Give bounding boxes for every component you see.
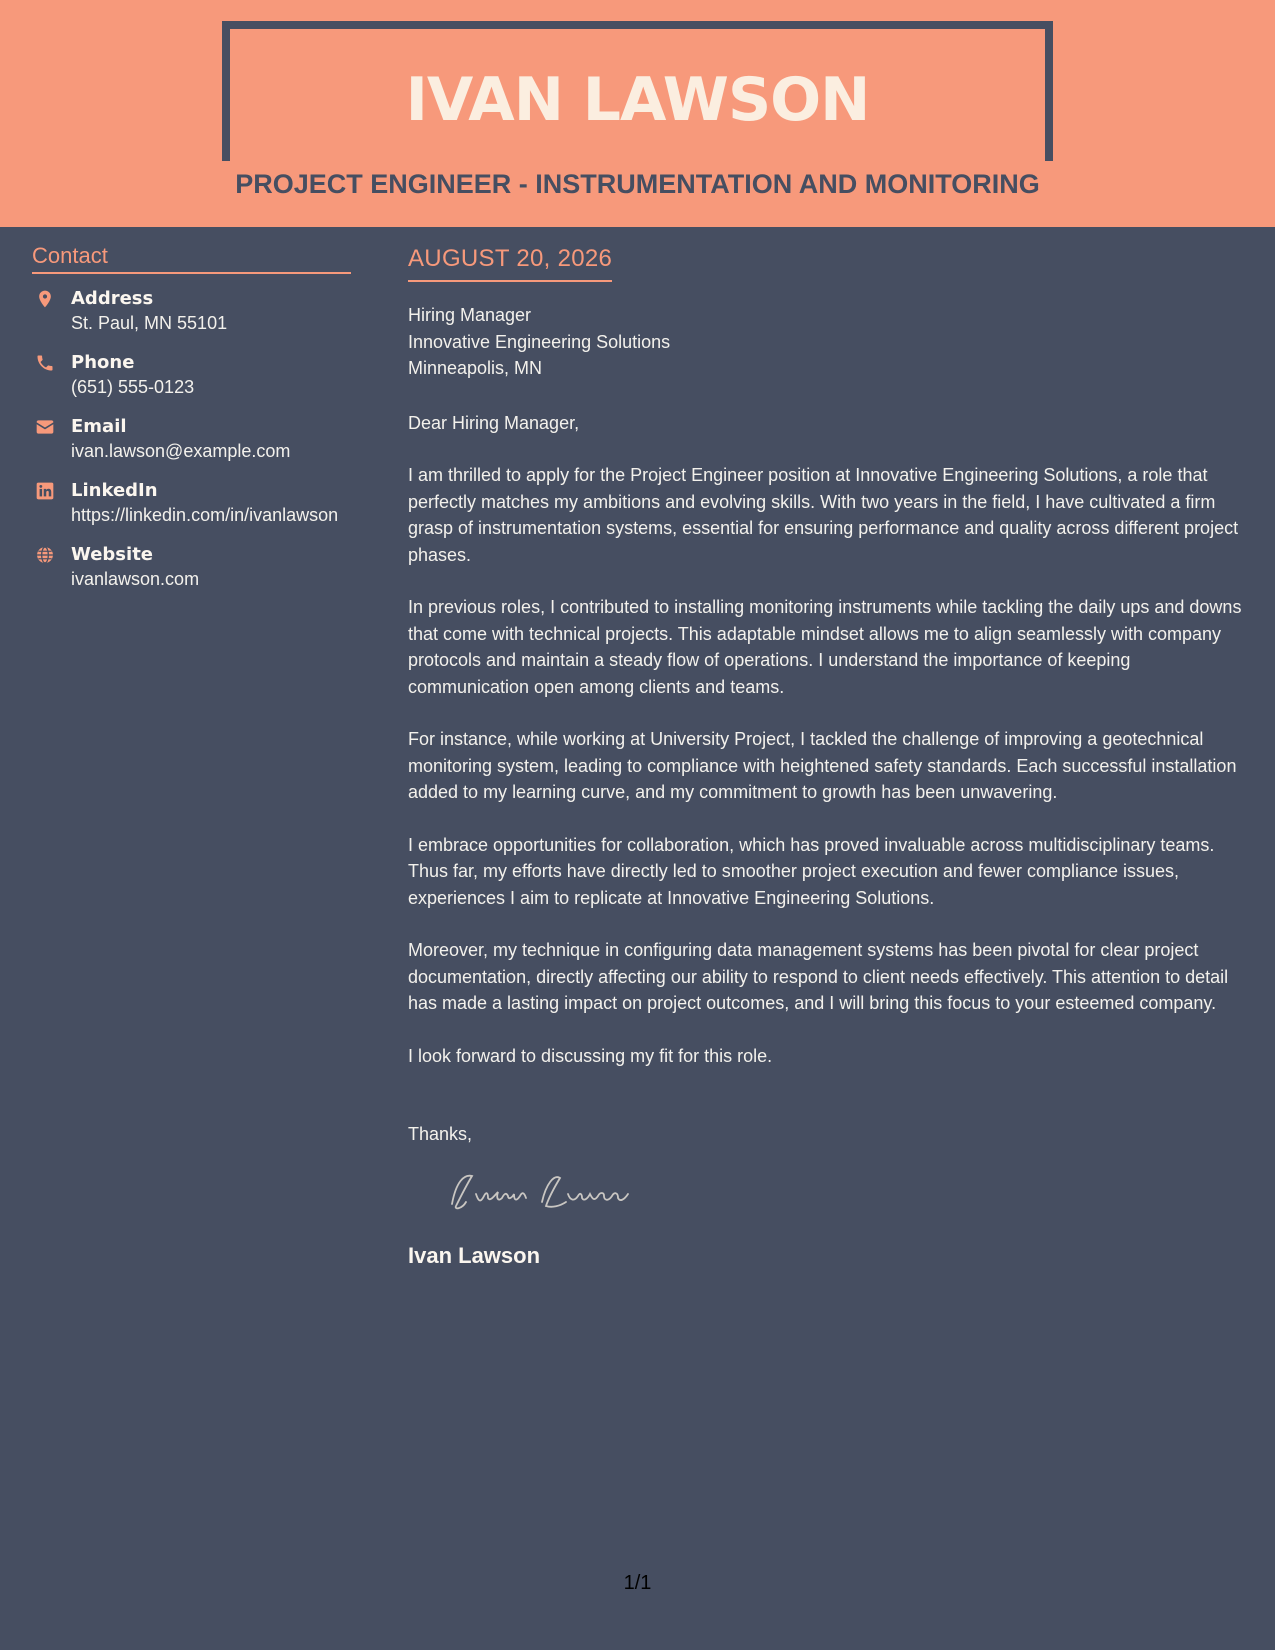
job-title: PROJECT ENGINEER - INSTRUMENTATION AND MONITORING — [235, 169, 1040, 199]
signature-image — [442, 1162, 642, 1222]
contact-item-email — [32, 414, 351, 464]
letter-paragraph: In previous roles, I contributed to installing monitoring instruments while tackling the daily ups and downs that come with technical projects. This adaptable mindset allows me to align seamlessly with company protocols and maintain a steady flow of operations. I understand the importance of keeping communication open among clients and teams. — [408, 597, 1242, 697]
contact-value: ivan.lawson@example.com — [71, 441, 291, 461]
letter-paragraph: I am thrilled to apply for the Project Engineer position at Innovative Engineering Solutions, a role that perfectly matches my ambitions and evolving skills. With two years in the field, I have cultivated a firm grasp of instrumentation systems, essential for ensuring performance and quality across different project phases. — [408, 465, 1239, 565]
contact-item-phone — [32, 350, 351, 400]
candidate-name: IVAN LAWSON — [405, 65, 870, 135]
contact-label: Email — [71, 416, 127, 437]
letter-paragraph: Moreover, my technique in configuring data management systems has been pivotal for clear project documentation, directly affecting our ability to respond to client needs effectively. This attention to detail has made a lasting impact on project outcomes, and I will bring this focus to your esteemed company. — [408, 940, 1229, 1013]
signer-name: Ivan Lawson — [408, 1242, 541, 1268]
globe-icon — [35, 545, 55, 565]
letter-paragraph: I embrace opportunities for collaboration, which has proved invaluable across multidisciplinary teams. Thus far, my efforts have directly led to smoother project execution and fewer compliance issues, experiences I aim to replicate at Innovative Engineering Solutions. — [408, 834, 1215, 908]
closing: Thanks, — [408, 1124, 473, 1144]
recipient-line: Minneapolis, MN — [408, 358, 543, 378]
contact-sidebar — [32, 242, 351, 606]
recipient-line: Innovative Engineering Solutions — [408, 331, 671, 352]
letter-paragraph: For instance, while working at University Project, I tackled the challenge of improving a geotechnical monitoring system, leading to compliance with heightened safety standards. Each successful installation added to my learning curve, and my commitment to growth has been unwavering. — [408, 729, 1237, 802]
contact-value[interactable]: ivanlawson.com — [71, 569, 200, 589]
contact-label: Address — [71, 288, 154, 309]
letter-date: AUGUST 20, 2026 — [408, 243, 612, 282]
phone-icon — [35, 353, 55, 373]
page-number: 1/1 — [623, 1572, 652, 1594]
letter-paragraph: I look forward to discussing my fit for this role. — [408, 1045, 773, 1066]
contact-item-website — [32, 542, 351, 592]
contact-value: St. Paul, MN 55101 — [71, 313, 228, 333]
header-banner — [0, 0, 1275, 227]
contact-item-linkedin — [32, 478, 351, 528]
linkedin-icon — [35, 481, 55, 501]
recipient-line: Hiring Manager — [408, 305, 532, 325]
letter-body — [408, 243, 1248, 1271]
contact-item-address — [32, 286, 351, 336]
salutation: Dear Hiring Manager, — [408, 412, 580, 433]
contact-value[interactable]: https://linkedin.com/in/ivanlawson — [71, 505, 339, 525]
contact-value: (651) 555-0123 — [71, 377, 195, 397]
recipient-block — [408, 302, 1248, 382]
contact-label: LinkedIn — [71, 480, 158, 501]
contact-label: Website — [71, 544, 154, 565]
contact-label: Phone — [71, 352, 135, 373]
map-pin-icon — [35, 289, 55, 309]
envelope-icon — [35, 417, 55, 437]
contact-heading: Contact — [32, 242, 351, 274]
